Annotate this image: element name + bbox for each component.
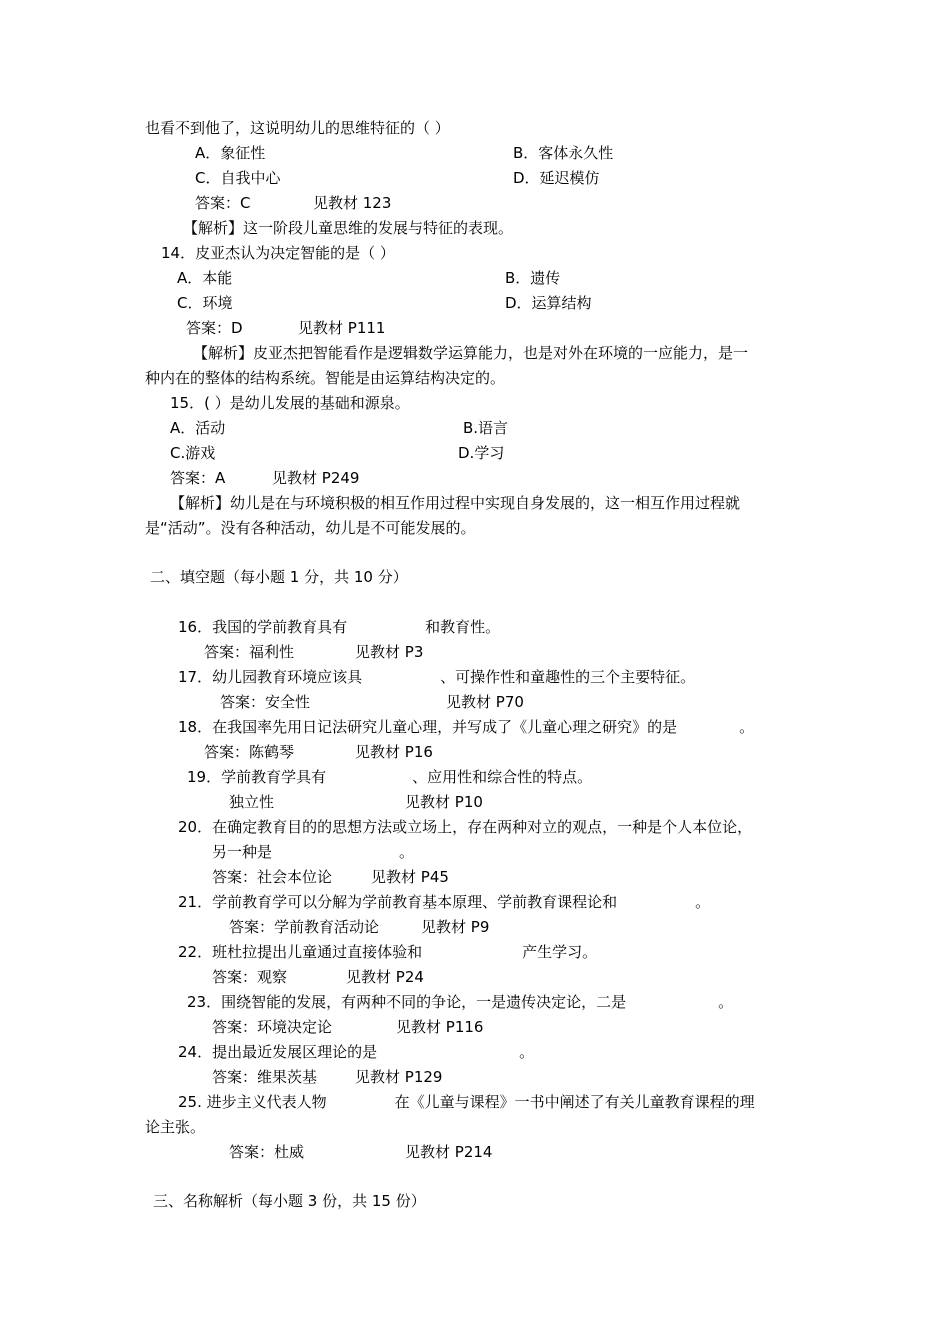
q16-text-post: 和教育性。: [425, 618, 501, 636]
q13-ref: 见教材 123: [313, 194, 392, 212]
q25-text-post: 在《儿童与课程》一书中阐述了有关儿童教育课程的理: [394, 1093, 755, 1111]
q15-option-c: C.游戏: [170, 444, 216, 462]
q14-option-a: A．本能: [177, 269, 233, 287]
q15-option-d: D.学习: [458, 444, 505, 462]
q23-answer: 答案：环境决定论: [212, 1018, 333, 1036]
q20-ref: 见教材 P45: [371, 868, 449, 886]
q19-ref: 见教材 P10: [405, 793, 483, 811]
q14-stem: 14．皮亚杰认为决定智能的是（ ）: [161, 244, 395, 262]
q14-option-b: B．遗传: [505, 269, 561, 287]
q17-ref: 见教材 P70: [446, 693, 524, 711]
section-3-title: 三、名称解析（每小题 3 份，共 15 份）: [153, 1192, 426, 1210]
q15-stem: 15．( ）是幼儿发展的基础和源泉。: [170, 394, 410, 412]
q24-question: [178, 1042, 534, 1062]
q19-question: [187, 767, 592, 787]
q20-text-post: 。: [399, 843, 415, 861]
q22-answer: 答案：观察: [212, 968, 288, 986]
q24-answer: 答案：维果茨基: [212, 1068, 318, 1086]
q16-text-pre: 16．我国的学前教育具有: [178, 618, 348, 636]
q15-option-a: A．活动: [170, 419, 226, 437]
q20-question-line1: 20．在确定教育目的的思想方法或立场上，存在两种对立的观点，一种是个人本位论，: [178, 818, 753, 836]
q18-text-pre: 18．在我国率先用日记法研究儿童心理，并写成了《儿童心理之研究》的是: [178, 718, 678, 736]
q14-analysis-line2: 种内在的整体的结构系统。智能是由运算结构决定的。: [145, 369, 506, 387]
q22-text-pre: 22．班杜拉提出儿童通过直接体验和: [178, 943, 423, 961]
q14-option-c: C．环境: [177, 294, 233, 312]
q15-analysis-line2: 是“活动”。没有各种活动，幼儿是不可能发展的。: [145, 519, 476, 537]
q21-ref: 见教材 P9: [421, 918, 490, 936]
q22-question: [178, 942, 597, 962]
q18-text-post: 。: [739, 718, 755, 736]
q17-text-post: 、可操作性和童趣性的三个主要特征。: [440, 668, 696, 686]
q17-question: [178, 667, 695, 687]
q16-ref: 见教材 P3: [355, 643, 424, 661]
q15-answer: 答案：A: [170, 469, 226, 487]
q14-option-d: D．运算结构: [505, 294, 592, 312]
q21-text-post: 。: [695, 893, 711, 911]
q21-question: [178, 892, 710, 912]
q23-question: [187, 992, 733, 1012]
q13-analysis: 【解析】这一阶段儿童思维的发展与特征的表现。: [183, 219, 514, 237]
q24-text-post: 。: [519, 1043, 535, 1061]
q17-answer: 答案：安全性: [220, 693, 311, 711]
q19-text-pre: 19．学前教育学具有: [187, 768, 327, 786]
q14-analysis-line1: 【解析】皮亚杰把智能看作是逻辑数学运算能力，也是对外在环境的一应能力，是一: [193, 344, 749, 362]
q25-question-line2: 论主张。: [145, 1118, 206, 1136]
q24-ref: 见教材 P129: [355, 1068, 443, 1086]
q13-stem-tail: 也看不到他了，这说明幼儿的思维特征的（ ）: [145, 119, 450, 137]
q23-ref: 见教材 P116: [396, 1018, 484, 1036]
q13-option-a: A．象征性: [195, 144, 266, 162]
q15-ref: 见教材 P249: [272, 469, 360, 487]
q19-text-post: 、应用性和综合性的特点。: [412, 768, 593, 786]
q22-text-post: 产生学习。: [522, 943, 598, 961]
q24-text-pre: 24．提出最近发展区理论的是: [178, 1043, 378, 1061]
q15-option-b: B.语言: [463, 419, 509, 437]
q13-option-b: B．客体永久性: [513, 144, 614, 162]
q23-text-post: 。: [718, 993, 734, 1011]
q20-text-pre: 另一种是: [212, 843, 273, 861]
q25-answer: 答案：杜威: [229, 1143, 305, 1161]
q18-question: [178, 717, 754, 737]
q25-ref: 见教材 P214: [405, 1143, 493, 1161]
q20-answer: 答案：社会本位论: [212, 868, 333, 886]
q22-ref: 见教材 P24: [346, 968, 424, 986]
q23-text-pre: 23．围绕智能的发展，有两种不同的争论，一是遗传决定论，二是: [187, 993, 627, 1011]
q21-text-pre: 21．学前教育学可以分解为学前教育基本原理、学前教育课程论和: [178, 893, 618, 911]
q17-text-pre: 17．幼儿园教育环境应该具: [178, 668, 363, 686]
q21-answer: 答案：学前教育活动论: [229, 918, 380, 936]
q13-option-c: C．自我中心: [195, 169, 281, 187]
q20-question-line2: [212, 842, 414, 862]
q19-answer: 独立性: [229, 793, 275, 811]
section-2-title: 二、填空题（每小题 1 分，共 10 分）: [150, 568, 408, 586]
q16-answer: 答案：福利性: [204, 643, 295, 661]
q15-analysis-line1: 【解析】幼儿是在与环境积极的相互作用过程中实现自身发展的，这一相互作用过程就: [170, 494, 741, 512]
q16-question: [178, 617, 500, 637]
q25-text-pre: 25. 进步主义代表人物: [178, 1093, 327, 1111]
q25-question-line1: [178, 1092, 755, 1112]
q18-ref: 见教材 P16: [355, 743, 433, 761]
q13-option-d: D．延迟模仿: [513, 169, 600, 187]
q18-answer: 答案：陈鹤琴: [204, 743, 295, 761]
q14-ref: 见教材 P111: [298, 319, 386, 337]
q14-answer: 答案：D: [186, 319, 243, 337]
q13-answer: 答案：C: [195, 194, 251, 212]
